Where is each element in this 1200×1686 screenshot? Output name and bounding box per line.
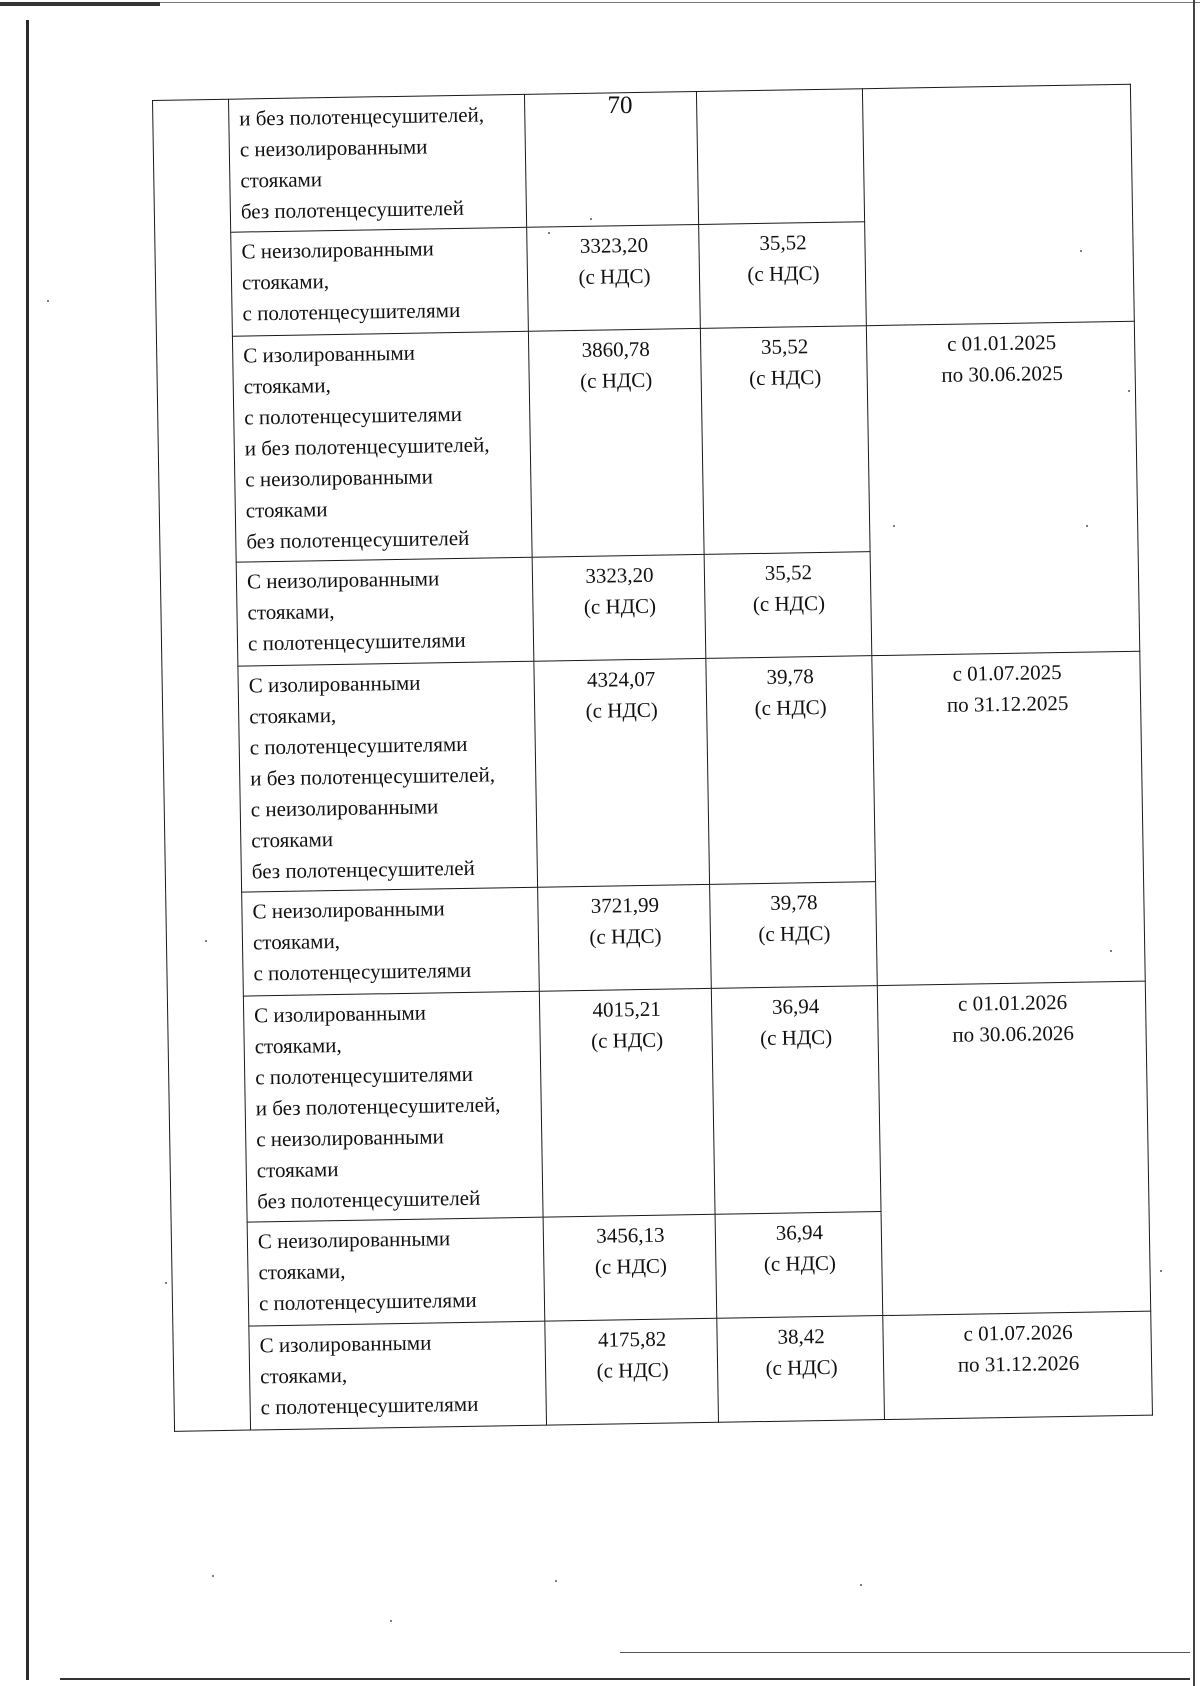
rate-cell [706,656,876,885]
vat-note: (с НДС) [763,1250,837,1277]
description-cell [238,661,538,892]
description-line: без полотенцесушителей [257,1185,481,1214]
description-cell [231,227,529,336]
vat-note: (с НДС) [752,590,826,617]
period-end: по 31.12.2025 [946,690,1069,717]
description-line: и без полотенцесушителей, [244,432,490,461]
table-row [153,84,1133,233]
table-row [173,1311,1153,1431]
price-cell [545,1318,719,1425]
price-value: 3323,20 [585,562,654,588]
description-cell [247,1217,545,1326]
description-line: и без полотенцесушителей, [250,762,496,791]
description-line: стояками, [254,1032,342,1059]
scan-speck [590,218,592,220]
description-line: с неизолированными [256,1124,444,1152]
rate-value: 35,52 [759,230,807,255]
rate-cell [699,222,867,329]
period-start: с 01.01.2025 [946,330,1057,356]
tariff-table-sheet [152,84,1152,1432]
description-line: и без полотенцесушителей, [239,102,485,131]
scan-edge-top-thin [160,2,1200,3]
description-line: стояками [256,1157,339,1183]
description-line: стояками, [241,269,330,295]
price-cell [539,988,715,1217]
scan-edge-left [26,20,29,1680]
description-line: без полотенцесушителей [251,855,475,884]
price-value: 3456,13 [596,1222,665,1248]
vat-note: (с НДС) [754,694,827,721]
vat-note: (с НДС) [585,697,658,723]
table-row [162,651,1144,893]
price-value: 4015,21 [592,996,661,1022]
rate-cell [700,326,870,555]
period-start: с 01.01.2026 [957,989,1068,1016]
rate-cell [711,986,881,1215]
description-line: с неизолированными [239,134,428,162]
description-line: с полотенцесушителями [249,731,468,760]
rate-value: 36,94 [775,1220,824,1245]
vat-note: (с НДС) [590,1027,664,1053]
description-line: стояками [251,827,334,853]
scan-speck [555,1580,557,1582]
scan-edge-bottom-thin [620,1652,1190,1653]
description-line: стояками, [247,599,335,625]
description-line: без полотенцесушителей [240,195,465,224]
period-cell [883,1311,1153,1419]
period-cell [862,84,1134,325]
price-cell [538,884,712,991]
scan-speck [47,300,49,302]
scan-speck [1160,1270,1162,1272]
period-cell [866,321,1139,655]
price-cell [527,224,701,331]
description-line: с полотенцесушителями [258,1287,477,1316]
description-line: стояками [245,497,328,523]
vat-note: (с НДС) [583,593,657,619]
vat-note: (с НДС) [589,923,662,949]
period-cell [877,981,1150,1315]
description-line: С изолированными [248,670,421,698]
vat-note: (с НДС) [758,920,831,947]
description-cell [243,991,543,1222]
rate-cell [710,882,878,989]
tariff-table [152,84,1153,1432]
rate-cell [715,1212,883,1319]
description-line: С изолированными [253,1000,427,1028]
scan-speck [1128,390,1130,392]
description-line: стояками, [252,929,341,955]
period-start: с 01.07.2025 [952,659,1062,686]
price-cell [543,1214,717,1321]
description-line: с полотенцесушителями [255,1061,474,1090]
period-cell [872,651,1145,985]
period-end: по 31.12.2026 [957,1350,1080,1377]
description-line: С неизолированными [241,236,434,264]
description-cell [232,331,532,562]
description-cell [236,557,534,666]
scan-speck [205,940,207,942]
scan-speck [860,1584,862,1586]
vat-note: (с НДС) [594,1253,668,1279]
scan-edge-bottom [60,1678,1190,1680]
period-end: по 30.06.2026 [952,1020,1075,1047]
price-value: 3323,20 [579,232,649,258]
rate-value: 35,52 [760,334,809,359]
scan-edge-top [0,2,160,6]
description-line: с полотенцесушителями [242,297,461,326]
scan-speck [1110,950,1112,952]
description-line: С изолированными [243,340,416,368]
vat-note: (с НДС) [578,263,651,289]
rate-cell [704,552,872,659]
description-line: С изолированными [259,1330,432,1358]
vat-note: (с НДС) [596,1357,669,1383]
rate-value: 35,52 [764,560,813,585]
scan-speck [1086,525,1088,527]
description-line: С неизолированными [252,896,445,924]
description-line: с неизолированными [245,464,434,492]
rate-value: 39,78 [770,890,818,915]
rate-cell [696,89,864,225]
description-line: с неизолированными [250,794,439,822]
description-line: стояками, [259,1362,348,1389]
rate-value: 38,42 [777,1324,825,1349]
description-line: с полотенцесушителями [260,1391,479,1420]
price-value: 4175,82 [597,1326,667,1352]
table-row [167,981,1149,1223]
rate-value: 36,94 [771,994,820,1019]
description-line: стояками, [243,373,331,399]
page-number: 70 [607,92,633,119]
description-line: С неизолированными [246,566,440,594]
description-line: и без полотенцесушителей, [255,1092,501,1121]
vat-note: (с НДС) [759,1024,833,1051]
description-line: с полотенцесушителями [244,401,463,430]
price-value: 3721,99 [590,892,660,918]
rate-cell [717,1316,885,1423]
period-end: по 30.06.2025 [941,360,1064,387]
price-cell [528,328,704,557]
vat-note: (с НДС) [579,367,653,393]
scan-edge-right [1193,0,1195,1686]
scan-speck [893,525,895,527]
price-value: 3860,78 [581,336,651,362]
price-cell [524,91,698,227]
description-line: стояками [240,167,323,193]
description-line: без полотенцесушителей [246,525,470,554]
description-line: С неизолированными [257,1226,451,1254]
description-cell [228,94,526,232]
description-line: стояками, [258,1258,346,1285]
price-cell [534,658,710,887]
description-cell [242,887,540,996]
scan-speck [165,1282,167,1284]
price-cell [532,554,706,661]
vat-note: (с НДС) [765,1354,838,1380]
period-start: с 01.07.2026 [963,1319,1073,1346]
table-row [156,321,1138,563]
scan-speck [212,1575,214,1577]
description-line: стояками, [249,703,337,729]
scan-speck [390,1620,392,1622]
price-value: 4324,07 [586,666,656,692]
vat-note: (с НДС) [747,260,820,287]
description-cell [249,1321,547,1430]
description-line: с полотенцесушителями [253,957,472,986]
scan-speck [1080,250,1082,252]
vat-note: (с НДС) [748,364,822,391]
scan-speck [548,232,550,234]
description-line: с полотенцесушителями [247,627,466,656]
rate-value: 39,78 [766,664,814,689]
